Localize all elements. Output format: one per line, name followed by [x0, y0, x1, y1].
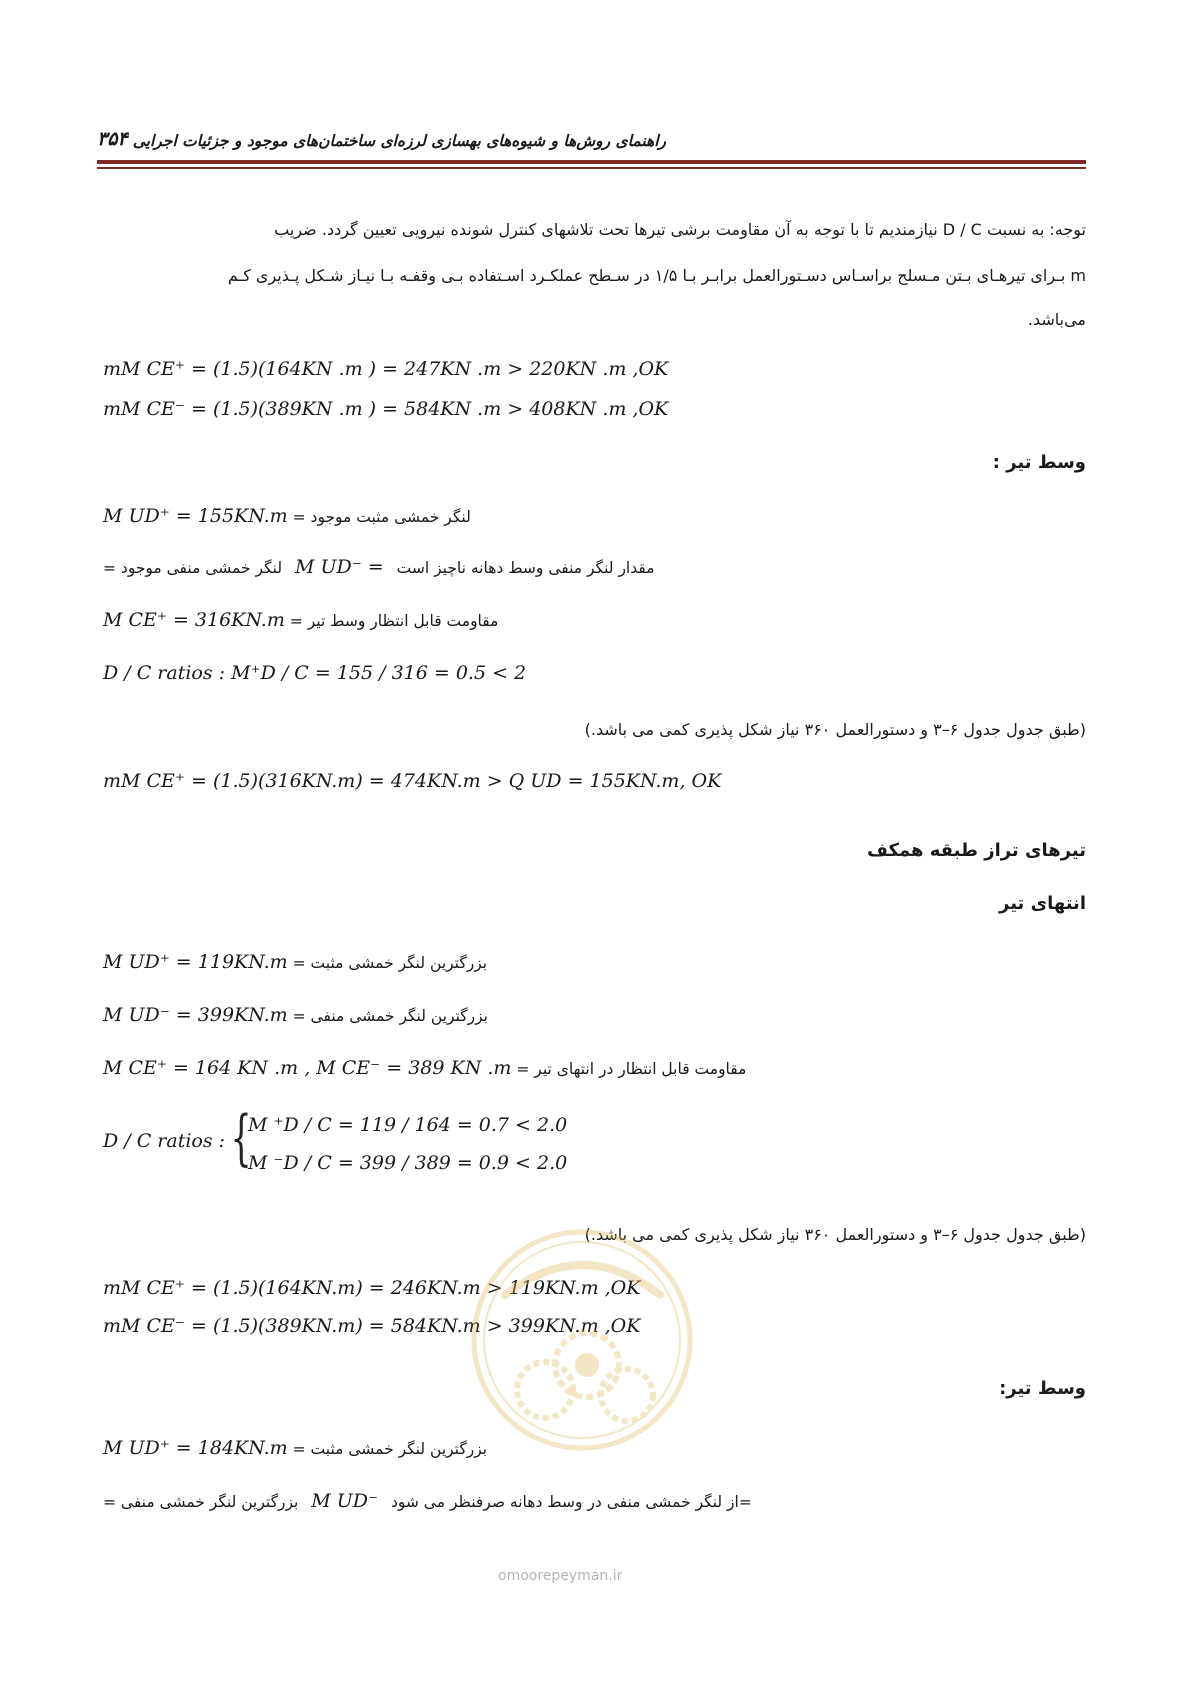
- note-line-1: توجه: به نسبت D / C نیازمندیم تا با توجه به آن مقاومت برشی تیرها تحت تلاشهای کنترل شونده نیرویی تعیین گردد. ضریب: [274, 220, 1086, 239]
- section-heading-ground-floor: تیرهای تراز طبقه همکف: [867, 840, 1086, 861]
- check-equation-mid: mM CE⁺ = (1.5)(316KN.m) = 474KN.m > Q UD = 155KN.m, OK: [103, 770, 722, 792]
- max-negative-moment-value: M UD⁻ = 399KN.m: [103, 1004, 288, 1026]
- header-rule-thick: [97, 160, 1086, 164]
- equation-m-ce-plus: mM CE⁺ = (1.5)(164KN .m ) = 247KN .m > 220KN .m ,OK: [103, 358, 669, 380]
- watermark-logo: [465, 1225, 700, 1455]
- mid2-negative-moment-line: [103, 1490, 752, 1512]
- reference-note-1: (طبق جدول جدول ۶–۳ و دستورالعمل ۳۶۰ نیاز شکل پذیری کمی می باشد.): [584, 720, 1086, 739]
- equation-m-ce-minus: mM CE⁻ = (1.5)(389KN .m ) = 584KN .m > 408KN .m ,OK: [103, 398, 669, 420]
- max-positive-moment-label: بزرگترین لنگر خمشی مثبت =: [292, 954, 488, 972]
- dc-ratio-positive: M ⁺D / C = 119 / 164 = 0.7 < 2.0: [248, 1114, 568, 1136]
- section-heading-mid-span-2: وسط تیر:: [999, 1378, 1086, 1399]
- check-equation-end-negative: mM CE⁻ = (1.5)(389KN.m) = 584KN.m > 399KN.m ,OK: [103, 1315, 641, 1337]
- reference-note-2: (طبق جدول جدول ۶–۳ و دستورالعمل ۳۶۰ نیاز شکل پذیری کمی می باشد.): [584, 1225, 1086, 1244]
- mid2-positive-moment-value: M UD⁺ = 184KN.m: [103, 1437, 288, 1459]
- max-positive-moment-line: [103, 951, 487, 973]
- end-capacity-label: مقاومت قابل انتظار در انتهای تیر =: [516, 1060, 747, 1078]
- end-capacity-line: [103, 1057, 746, 1079]
- positive-moment-line: [103, 505, 471, 527]
- max-negative-moment-label: بزرگترین لنگر خمشی منفی =: [292, 1007, 488, 1025]
- capacity-label: مقاومت قابل انتظار وسط تیر =: [289, 612, 499, 630]
- watermark-url: omoorepeyman.ir: [498, 1568, 623, 1584]
- page-number: ۳۵۴: [97, 128, 128, 150]
- dc-ratio-mid: D / C ratios : M⁺D / C = 155 / 316 = 0.5 < 2: [103, 662, 527, 684]
- mid2-negative-moment-note: =از لنگر خمشی منفی در وسط دهانه صرفنظر می شود: [390, 1493, 752, 1511]
- capacity-value: M CE⁺ = 316KN.m: [103, 609, 285, 631]
- page-header: [97, 124, 1086, 154]
- negative-moment-note: مقدار لنگر منفی وسط دهانه ناچیز است: [396, 559, 655, 577]
- max-positive-moment-value: M UD⁺ = 119KN.m: [103, 951, 288, 973]
- curly-brace: {: [230, 1103, 252, 1173]
- note-line-2: m بـرای تیرهـای بـتن مـسلح براسـاس دسـتورالعمل برابـر بـا ۱/۵ در سـطح عملکـرد اسـتفاده بـی وقفـه بـا نیـاز شـکل پـذیری کـم: [227, 266, 1086, 285]
- negative-moment-value: M UD⁻ =: [294, 556, 384, 578]
- running-title: راهنمای روش‌ها و شیوه‌های بهسازی لرزه‌ای ساختمان‌های موجود و جزئیات اجرایی: [132, 132, 666, 150]
- note-line-3: می‌باشد.: [1027, 310, 1086, 329]
- dc-ratio-negative: M ⁻D / C = 399 / 389 = 0.9 < 2.0: [248, 1152, 568, 1174]
- end-capacity-value: M CE⁺ = 164 KN .m , M CE⁻ = 389 KN .m: [103, 1057, 512, 1079]
- mid2-negative-moment-value: M UD⁻: [311, 1490, 379, 1512]
- positive-moment-label: لنگر خمشی مثبت موجود =: [292, 508, 471, 526]
- mid2-positive-moment-label: بزرگترین لنگر خمشی مثبت =: [292, 1440, 488, 1458]
- negative-moment-label: لنگر خمشی منفی موجود =: [103, 559, 283, 577]
- mid2-negative-moment-label: بزرگترین لنگر خمشی منفی =: [103, 1493, 299, 1511]
- header-rule-thin: [97, 167, 1086, 169]
- positive-moment-value: M UD⁺ = 155KN.m: [103, 505, 288, 527]
- mid2-positive-moment-line: [103, 1437, 487, 1459]
- max-negative-moment-line: [103, 1004, 488, 1026]
- negative-moment-line: [103, 556, 655, 578]
- dc-ratio-label: D / C ratios :: [103, 1130, 226, 1152]
- section-heading-mid-span: وسط تیر :: [992, 452, 1086, 473]
- subheading-beam-end: انتهای تیر: [999, 893, 1086, 914]
- capacity-line: [103, 609, 498, 631]
- check-equation-end-positive: mM CE⁺ = (1.5)(164KN.m) = 246KN.m > 119KN.m ,OK: [103, 1277, 641, 1299]
